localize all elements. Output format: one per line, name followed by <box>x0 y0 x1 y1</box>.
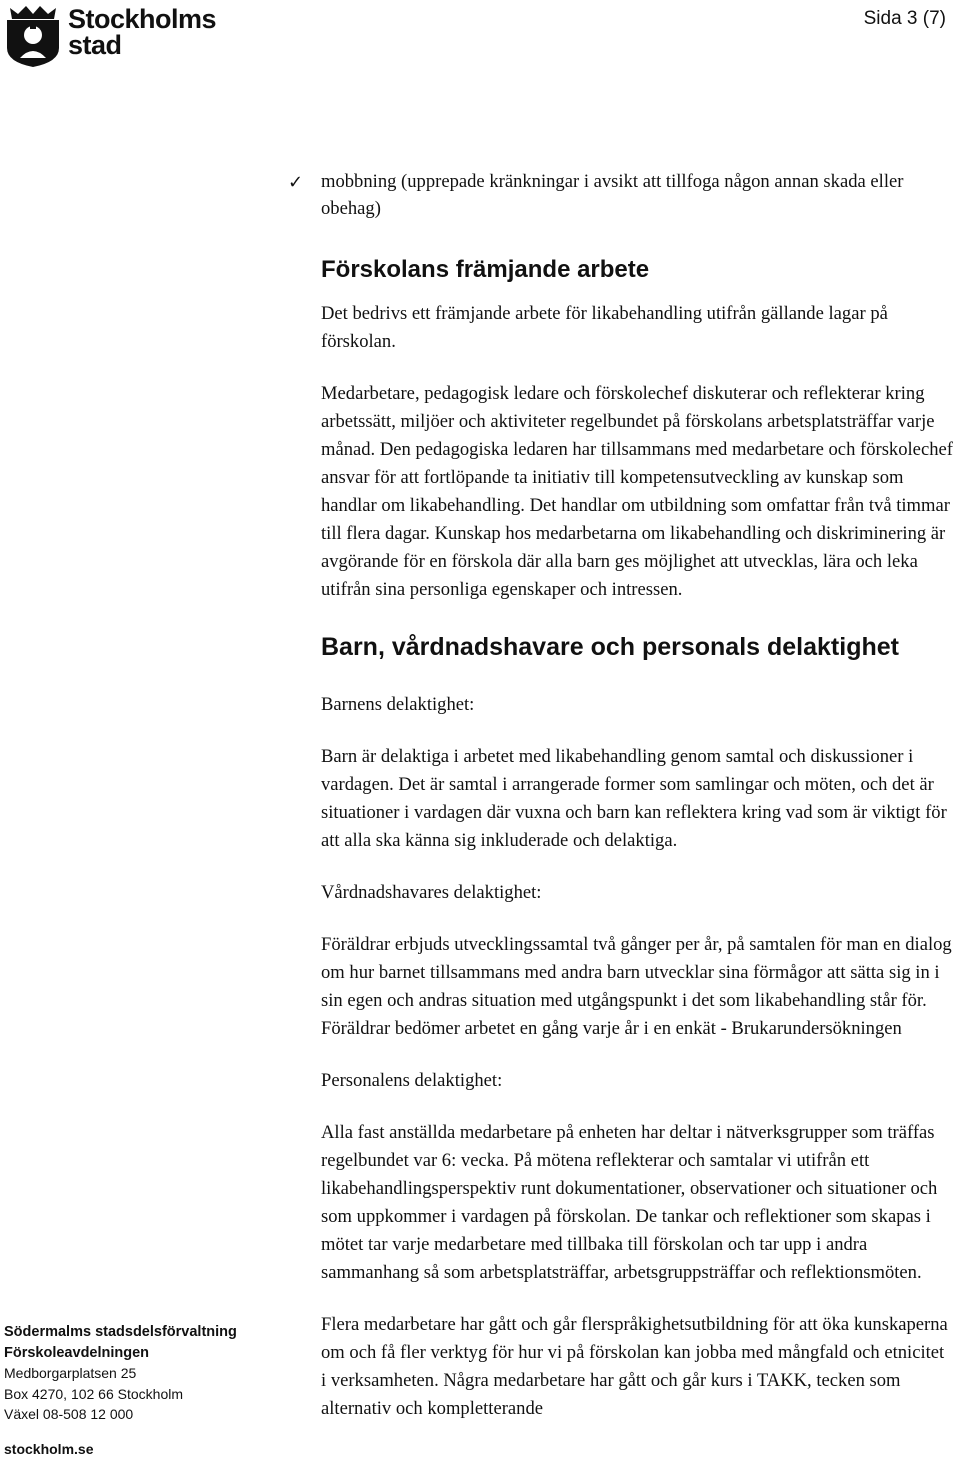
logo-line-stockholms: Stockholms <box>68 6 216 32</box>
section-heading-promoting-work: Förskolans främjande arbete <box>321 256 953 284</box>
bullet-text: mobbning (upprepade kränkningar i avsikt att tillfoga någon annan skada eller obehag) <box>321 171 903 219</box>
page-number: Sida 3 (7) <box>864 8 946 30</box>
subheading-staff: Personalens delaktighet: <box>321 1067 953 1095</box>
section-heading-participation: Barn, vårdnadshavare och personals delaktighet <box>321 633 953 662</box>
footer-street: Medborgarplatsen 25 <box>4 1363 237 1384</box>
footer-dept: Förskoleavdelningen <box>4 1343 237 1364</box>
logo-line-stad: stad <box>68 32 216 58</box>
subheading-guardians: Vårdnadshavares delaktighet: <box>321 879 953 907</box>
crown-shield-icon <box>4 4 62 68</box>
footer-website-link[interactable]: stockholm.se <box>4 1439 237 1459</box>
bullet-item <box>181 168 953 222</box>
main-content <box>321 168 953 1423</box>
paragraph: Alla fast anställda medarbetare på enheten har deltar i nätverksgrupper som träffas regelbundet var 6: vecka. På mötena reflekterar och samtalar vi utifrån ett likabehandlingsperspektiv runt dokumentationer, observationer och situationer och som uppkommer i vardagen på förskolan. De tankar och reflektioner som skapas i mötet tar varje medarbetare med tillbaka till förskolan och tar upp i andra sammanhang så som arbetsplatsträffar, arbetsgruppsträffar och reflektionsmöten. <box>321 1119 953 1287</box>
footer-org: Södermalms stadsdelsförvaltning <box>4 1322 237 1343</box>
footer-address <box>4 1322 237 1459</box>
subheading-children: Barnens delaktighet: <box>321 691 953 719</box>
city-logo <box>4 4 244 68</box>
paragraph: Föräldrar erbjuds utvecklingssamtal två gånger per år, på samtalen för man en dialog om hur barnet tillsammans med andra barn utvecklar sina förmågor att sätta sig in i sin egen och andras situation med utgångspunkt i det som likabehandling står för. Föräldrar bedömer arbetet en gång varje år i en enkät - Brukarundersökningen <box>321 931 953 1043</box>
checkmark-icon: ✓ <box>288 169 303 196</box>
paragraph: Barn är delaktiga i arbetet med likabehandling genom samtal och diskussioner i vardagen. Det är samtal i arrangerade former som samlingar och möten, och det är situationer i vardagen där vuxna och barn kan reflektera kring vad som är viktigt för att alla ska känna sig inkluderade och delaktiga. <box>321 743 953 855</box>
paragraph: Det bedrivs ett främjande arbete för likabehandling utifrån gällande lagar på förskolan. <box>321 300 953 356</box>
paragraph: Flera medarbetare har gått och går flerspråkighetsutbildning för att öka kunskaperna om och få fler verktyg för hur vi på förskolan kan jobba med mångfald och etnicitet i verksamheten. Några medarbetare har gått och går kurs i TAKK, tecken som alternativ och kompletterande <box>321 1311 953 1423</box>
footer-phone: Växel 08-508 12 000 <box>4 1404 237 1425</box>
paragraph: Medarbetare, pedagogisk ledare och förskolechef diskuterar och reflekterar kring arbetssätt, miljöer och aktiviteter regelbundet på förskolans arbetsplatsträffar varje månad. Den pedagogiska ledaren har tillsammans med medarbetare och förskolechef ansvar för att fortlöpande ta initiativ till kompetensutveckling av kunskap som handlar om likabehandling. Det handlar om utbildning som omfattar från två timmar till flera dagar. Kunskap hos medarbetarna om likabehandling och diskriminering är avgörande för en förskola där alla barn ges möjlighet att utvecklas, lära och leka utifrån sina personliga egenskaper och intressen. <box>321 380 953 604</box>
footer-box: Box 4270, 102 66 Stockholm <box>4 1384 237 1405</box>
